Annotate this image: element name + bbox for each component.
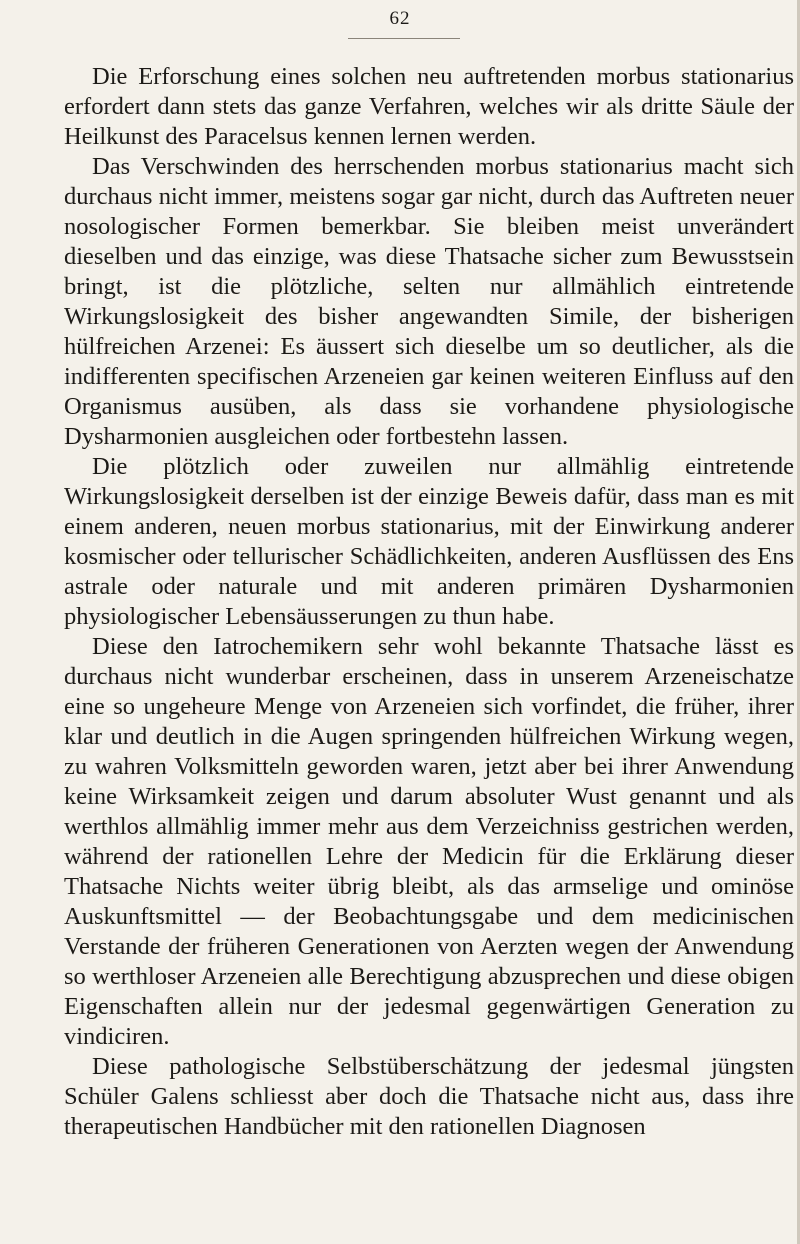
page-number-rule bbox=[348, 38, 460, 39]
body-text bbox=[64, 62, 794, 1142]
paragraph-5: Diese pathologische Selbstüberschätzung der jedesmal jüngsten Schüler Galens schliesst aber doch die Thatsache nicht aus, dass ihre therapeutischen Handbücher mit den rationellen Diagnosen bbox=[64, 1053, 794, 1140]
paragraph-1: Die Erforschung eines solchen neu auftretenden morbus stationarius erfordert dann stets das ganze Verfahren, welches wir als dritte Säule der Heilkunst des Paracelsus kennen lernen werden. bbox=[64, 63, 794, 150]
paragraph-3: Die plötzlich oder zuweilen nur allmählig eintretende Wirkungslosigkeit derselben ist der einzige Beweis dafür, dass man es mit einem anderen, neuen morbus stationarius, mit der Einwirkung anderer kosmischer oder tellurischer Schädlichkeiten, anderen Ausflüssen des Ens astrale oder naturale und mit anderen primären Dysharmonien physiologischer Lebensäusserungen zu thun habe. bbox=[64, 453, 794, 630]
paragraph-2: Das Verschwinden des herrschenden morbus stationarius macht sich durchaus nicht immer, meistens sogar gar nicht, durch das Auftreten neuer nosologischer Formen bemerkbar. Sie bleiben meist unverändert dieselben und das einzige, was diese Thatsache sicher zum Bewusstsein bringt, ist die plötzliche, selten nur allmählich eintretende Wirkungslosigkeit des bisher angewandten Simile, der bisherigen hülfreichen Arzenei: Es äussert sich dieselbe um so deutlicher, als die indifferenten specifischen Arzeneien gar keinen weiteren Einfluss auf den Organismus ausüben, als dass sie vorhandene physiologische Dysharmonien ausgleichen oder fortbestehn lassen. bbox=[64, 153, 794, 450]
paragraph-4: Diese den Iatrochemikern sehr wohl bekannte Thatsache lässt es durchaus nicht wunderbar erscheinen, dass in unserem Arzeneischatze eine so ungeheure Menge von Arzeneien sich vorfindet, die früher, ihrer klar und deutlich in die Augen springenden hülfreichen Wirkung wegen, zu wahren Volksmitteln geworden waren, jetzt aber bei ihrer Anwendung keine Wirksamkeit zeigen und darum absoluter Wust genannt und als werthlos allmählig immer mehr aus dem Verzeichniss gestrichen werden, während der rationellen Lehre der Medicin für die Erklärung dieser Thatsache Nichts weiter übrig bleibt, als das armselige und ominöse Auskunftsmittel — der Beobachtungsgabe und dem medicinischen Verstande der früheren Generationen von Aerzten wegen der Anwendung so werthloser Arzeneien alle Berechtigung abzusprechen und diese obigen Eigenschaften allein nur der jedesmal gegenwärtigen Generation zu vindiciren. bbox=[64, 633, 794, 1050]
page-number: 62 bbox=[389, 8, 411, 29]
